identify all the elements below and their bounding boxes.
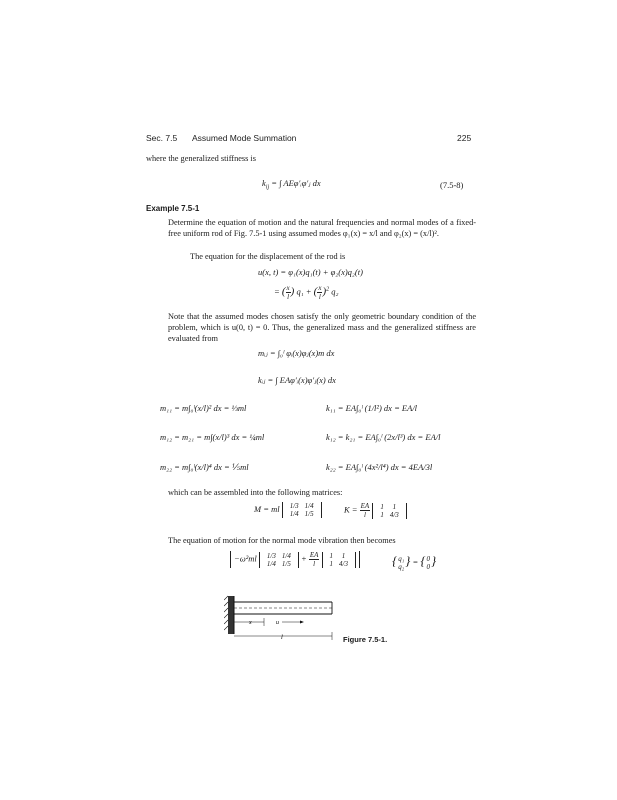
eom-mass-cell: 1/5: [281, 559, 291, 568]
u-arrow-head: [300, 621, 304, 624]
figure-label-l: l: [281, 634, 283, 641]
gen-stiff-eq: kᵢⱼ = ∫ EAφ′ᵢ(x)φ′ⱼ(x) dx: [258, 375, 336, 385]
section-label: Sec. 7.5: [146, 133, 178, 143]
eom-plus: +: [300, 553, 307, 564]
displacement-eq-1: u(x, t) = φ₁(x)q₁(t) + φ₂(x)q₂(t): [258, 267, 363, 277]
K-cell: 1: [380, 510, 384, 519]
eom-zero-1: 0: [426, 555, 431, 564]
eom-prefix: −ω²ml: [234, 553, 257, 564]
eom-equals: =: [412, 557, 419, 567]
K-cell: 1: [380, 502, 384, 511]
M-cell: 1/4: [289, 510, 299, 518]
eq2-frac2-num: x: [318, 284, 322, 292]
m11-eq: m₁₁ = m∫₀ˡ(x/l)² dx = ⅓ml: [160, 403, 247, 413]
intro-text: where the generalized stiffness is: [146, 154, 256, 163]
gen-mass-eq: mᵢⱼ = ∫₀ˡ φᵢ(x)φⱼ(x)m dx: [258, 348, 335, 358]
K-cell: 4/3: [389, 510, 399, 519]
eom-mass-matrix: [259, 552, 299, 568]
eom-zero-2: 0: [426, 563, 431, 572]
stiffness-matrix-lhs: K =: [344, 504, 358, 515]
eom-rhs: { q₁ q₂ } = { 0 0 }: [392, 553, 437, 572]
figure-label-x: x: [249, 620, 252, 626]
K-cell: 1: [392, 502, 397, 511]
eom-coef-num: EA: [309, 551, 319, 559]
eom-equation: [230, 551, 360, 568]
rod-shape: [234, 602, 332, 614]
eom-stiff-cell: 4/3: [339, 559, 348, 568]
M-cell: 1/5: [304, 510, 314, 518]
stiffness-matrix: [344, 502, 407, 519]
mass-matrix: [254, 502, 322, 518]
stiffness-equation: [262, 178, 321, 191]
eom-stiffness-matrix: [322, 552, 356, 568]
stiffness-lhs: k: [262, 178, 266, 188]
eom-stiff-cell: 1: [341, 551, 346, 560]
figure-caption: Figure 7.5-1.: [343, 635, 388, 644]
eom-q1: q₁: [398, 555, 405, 564]
page-number: 225: [457, 133, 472, 143]
eq2-equals: =: [274, 286, 280, 297]
eom-mass-cell: 1/3: [266, 551, 276, 560]
mass-matrix-body: [282, 502, 322, 518]
m22-eq: m₂₂ = m∫₀ˡ(x/l)⁴ dx = ⅕ml: [160, 462, 249, 472]
eom-mass-cell: 1/4: [266, 559, 276, 568]
problem-statement: Determine the equation of motion and the natural frequencies and normal modes of a fixed-free uniform rod of Fig. 7.5-1 using assumed modes φ₁(x) = x/l and φ₂(x) = (x/l)².: [168, 218, 476, 239]
eom-stiff-cell: 1: [329, 559, 334, 568]
eq2-frac1-den: l: [287, 293, 290, 301]
eom-stiff-cell: 1: [329, 551, 334, 560]
eq2-q2: q₂: [331, 286, 339, 297]
k22-eq: k₂₂ = EA∫₀ˡ (4x²/l⁴) dx = 4EA/3l: [326, 462, 433, 472]
displacement-intro: The equation for the displacement of the rod is: [190, 252, 346, 261]
K-coef-den: l: [363, 511, 366, 519]
m12-eq: m₁₂ = m₂₁ = m∫(x/l)³ dx = ¼ml: [160, 432, 265, 442]
eq2-q1: q₁ +: [296, 286, 312, 297]
figure-label-u: u: [276, 620, 279, 626]
eq2-exponent: 2: [326, 286, 330, 293]
M-cell: 1/3: [289, 502, 299, 510]
mass-matrix-lhs: M = ml: [254, 503, 280, 514]
K-coef-num: EA: [360, 502, 370, 510]
M-cell: 1/4: [304, 502, 314, 510]
equation-number: (7.5-8): [440, 180, 464, 190]
k12-eq: k₁₂ = k₂₁ = EA∫₀ˡ (2x/l³) dx = EA/l: [326, 432, 441, 442]
running-title: Assumed Mode Summation: [192, 133, 297, 143]
stiffness-matrix-body: [372, 503, 406, 519]
stiffness-sub: ij: [265, 184, 270, 191]
boundary-note: Note that the assumed modes chosen satisfy the only geometric boundary condition of the problem, which is u(0, t) = 0. Thus, the generalized mass and the generalized stiffness are evaluated from: [168, 312, 476, 344]
fixed-wall-icon: [224, 596, 234, 634]
k11-eq: k₁₁ = EA∫₀ˡ (1/l²) dx = EA/l: [326, 403, 418, 413]
eom-coef-den: l: [313, 560, 316, 568]
rod-figure: [224, 594, 340, 644]
eom-intro: The equation of motion for the normal mode vibration then becomes: [168, 536, 396, 545]
eom-q2: q₂: [398, 563, 405, 572]
displacement-eq-2: = ( $\frac{x}{l}$ ) q₁ + ( $\frac{x}{l}$ )$^2$ q₂: [274, 284, 339, 301]
eq2-frac2-den: l: [318, 293, 321, 301]
eq2-frac1-num: x: [286, 284, 290, 292]
stiffness-rhs: = ∫ AEφ′ᵢφ′ⱼ dx: [271, 178, 321, 188]
assemble-intro: which can be assembled into the following matrices:: [168, 488, 343, 497]
example-heading: Example 7.5-1: [146, 204, 200, 213]
eom-mass-cell: 1/4: [281, 551, 291, 560]
